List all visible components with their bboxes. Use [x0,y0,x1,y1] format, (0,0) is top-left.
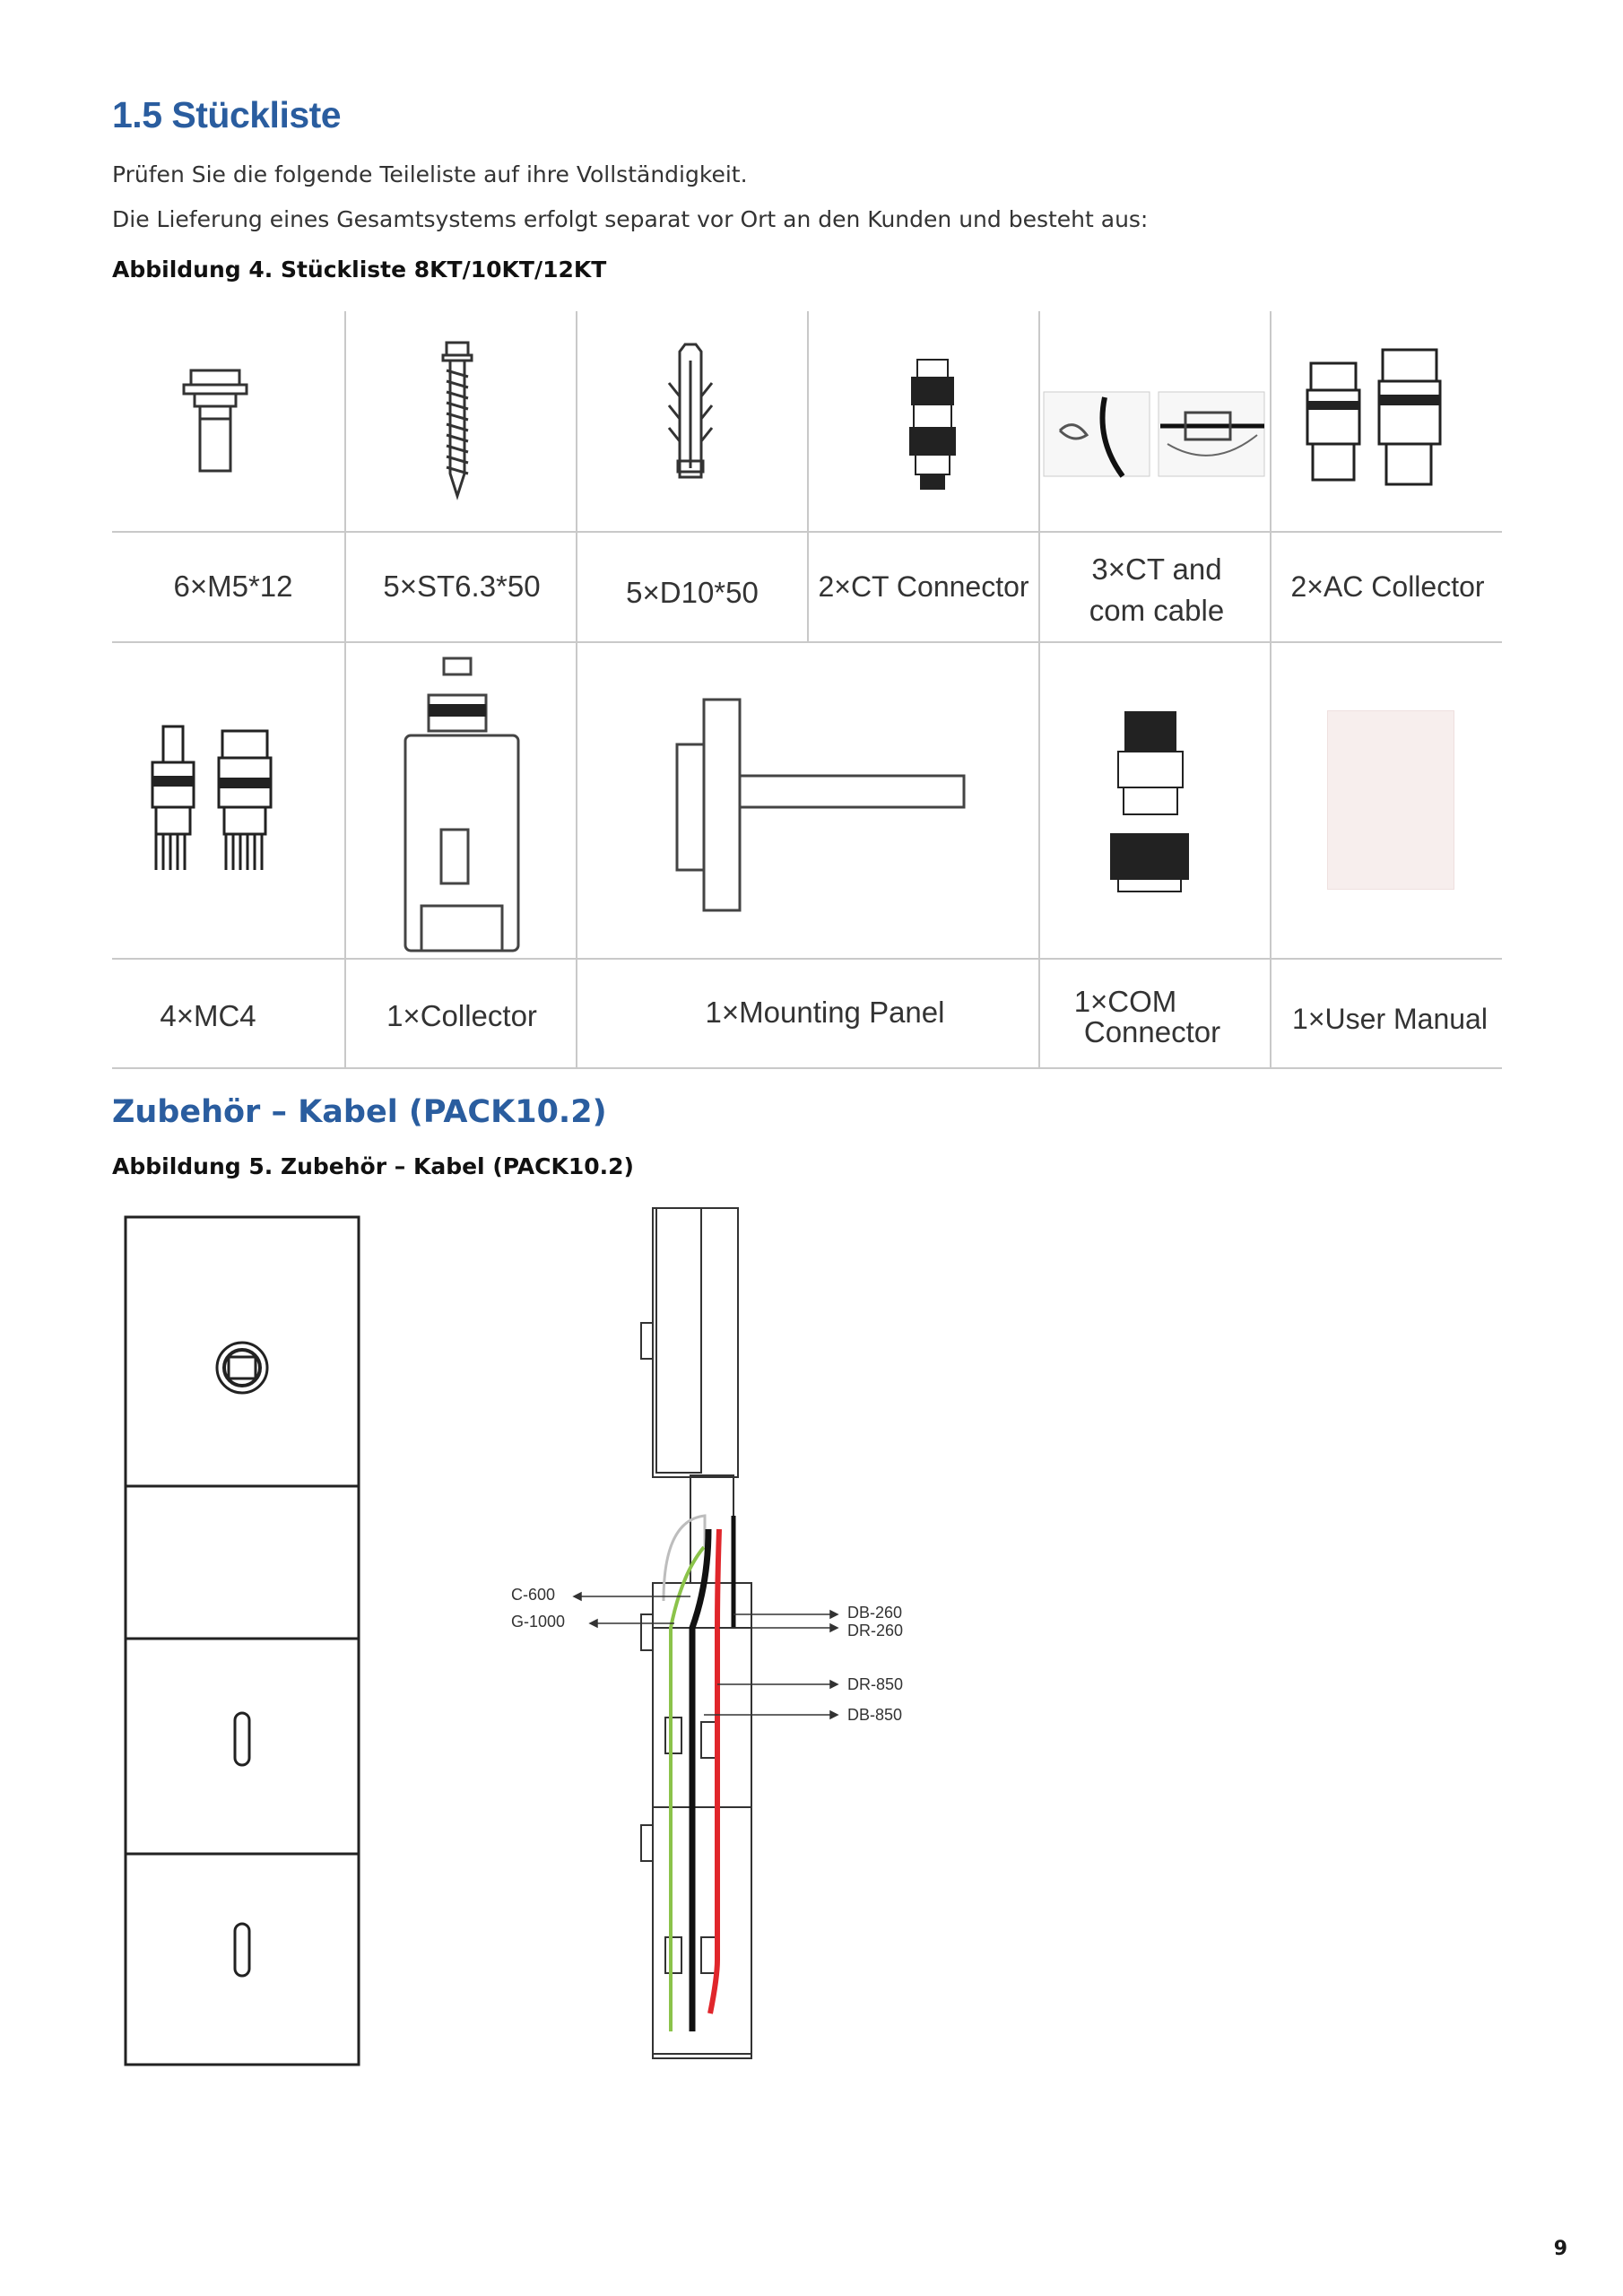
bolt-icon [175,363,265,480]
cable-label-c600: C-600 [511,1586,556,1604]
part-label-ct-cable-1: 3×CT and [1091,552,1222,586]
intro-line-2: Die Lieferung eines Gesamtsystems erfolgt separat vor Ort an den Kunden und besteht aus: [112,206,1149,232]
cable-label-db260: DB-260 [847,1604,903,1622]
cable-label-dr850: DR-850 [847,1675,904,1693]
mounting-panel-icon [668,691,973,915]
part-label-d10: 5×D10*50 [626,576,759,609]
cable-label-dr260: DR-260 [847,1622,904,1639]
collector-icon [395,655,529,960]
section-number: 1.5 [112,94,162,135]
part-label-st63: 5×ST6.3*50 [383,570,541,603]
battery-stack-front [124,1215,361,2067]
cable-grey [664,1516,705,1601]
section-title [112,94,341,136]
page-number: 9 [1553,2238,1567,2260]
part-label-com-2: Connector [1083,1015,1221,1048]
screw-icon [439,339,475,500]
accessory-heading: Zubehör – Kabel (PACK10.2) [112,1094,607,1130]
cable-label-db850: DB-850 [847,1706,903,1724]
part-label-m5: 6×M5*12 [173,570,293,603]
wall-plug-icon [664,343,717,486]
part-label-ac-collector: 2×AC Collector [1290,570,1485,603]
figure-4-caption: Abbildung 4. Stückliste 8KT/10KT/12KT [112,257,607,283]
part-label-ct-cable-2: com cable [1089,594,1225,627]
part-label-com-1: 1×COM [1073,985,1177,1018]
part-label-collector: 1×Collector [386,999,537,1032]
figure-5-caption: Abbildung 5. Zubehör – Kabel (PACK10.2) [112,1153,634,1179]
intro-line-1: Prüfen Sie die folgende Teileliste auf ihre Vollständigkeit. [112,161,748,187]
ac-collector-icon [1300,345,1462,498]
cable-label-g1000: G-1000 [511,1613,566,1631]
com-connector-icon [1098,709,1206,897]
cable-red [710,1529,719,2013]
user-manual-icon [1327,710,1454,890]
mc4-connector-icon [143,722,287,883]
part-label-mc4: 4×MC4 [160,999,256,1032]
part-label-mounting-panel: 1×Mounting Panel [705,996,945,1029]
part-label-user-manual: 1×User Manual [1292,1003,1488,1035]
cable-green [671,1547,704,2031]
ct-clamp-icon [1042,390,1268,480]
section-title-text: Stückliste [171,94,342,135]
part-label-ct-connector: 2×CT Connector [818,570,1029,603]
ct-connector-icon [901,354,964,493]
